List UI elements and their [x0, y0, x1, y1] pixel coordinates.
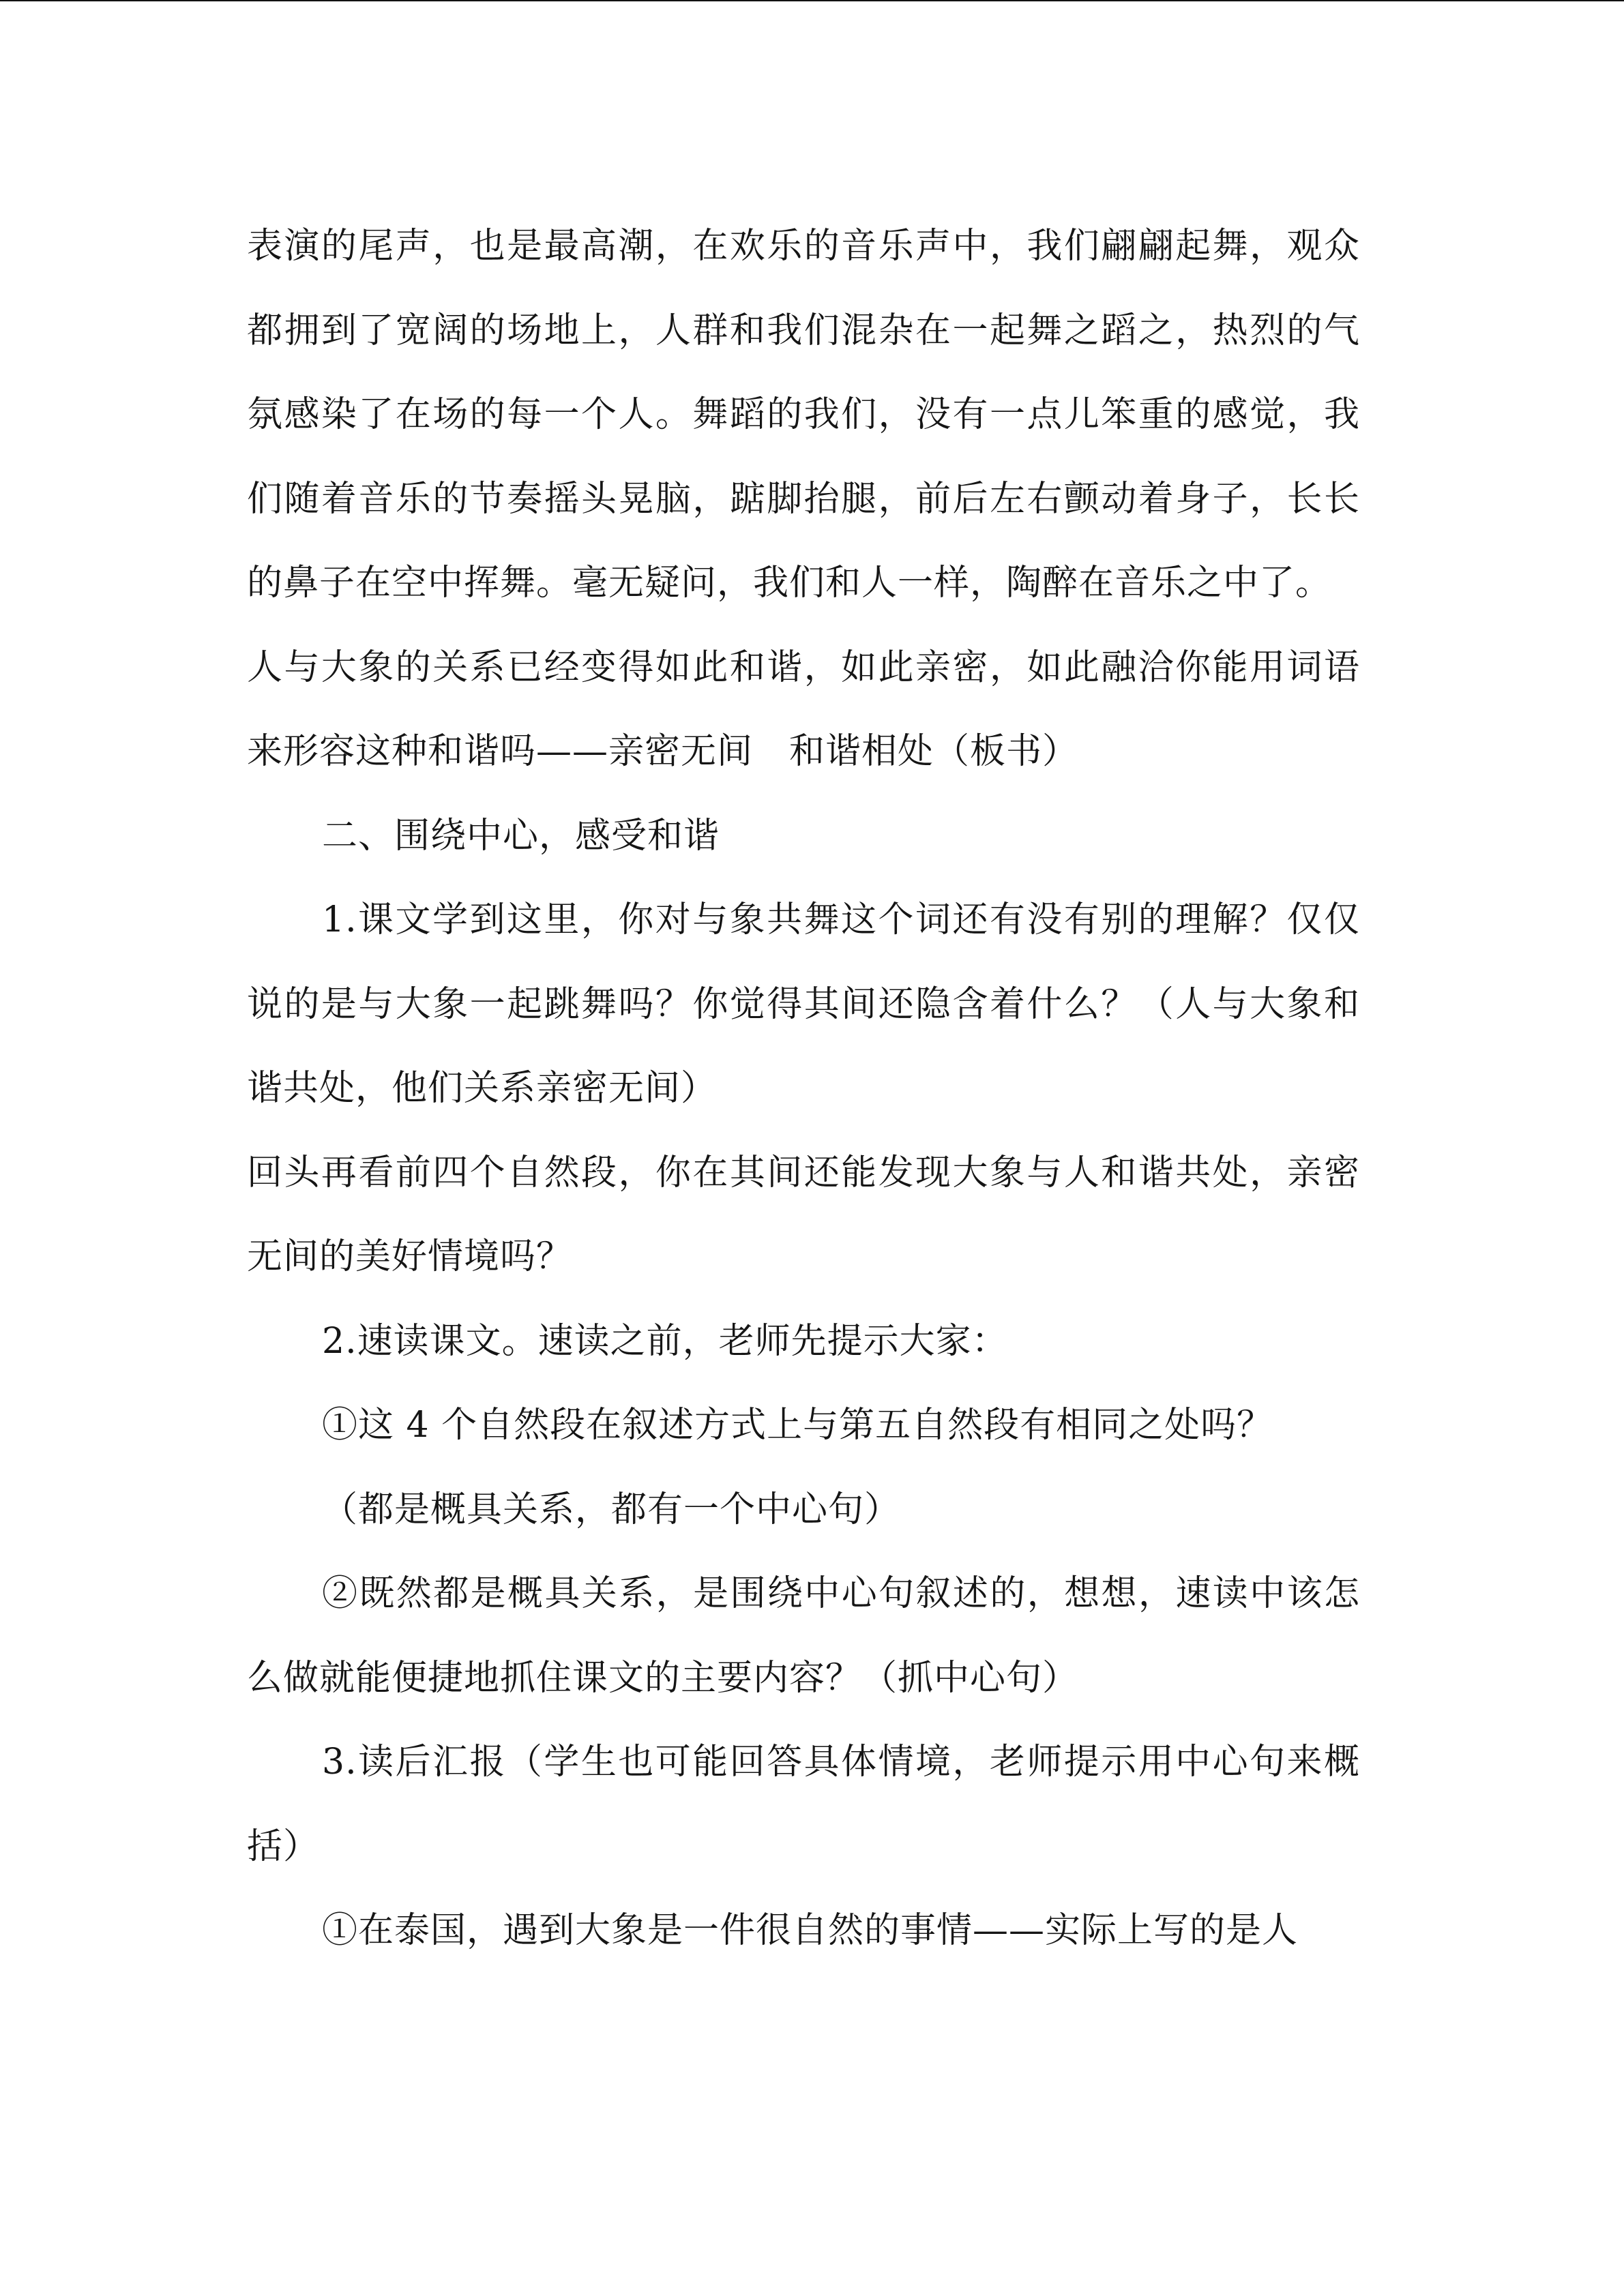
paragraph-item-3: 3.读后汇报（学生也可能回答具体情境，老师提示用中心句来概括） [247, 1742, 1360, 1867]
paragraph-review-prompt: 回头再看前四个自然段，你在其间还能发现大象与人和谐共处，亲密无间的美好情境吗？ [247, 1152, 1360, 1277]
paragraph-item-2: 2.速读课文。速读之前，老师先提示大家： [322, 1320, 1008, 1362]
section-heading-harmony: 二、围绕中心，感受和谐 [322, 815, 720, 856]
paragraph-subitem-1-answer: （都是概具关系，都有一个中心句） [322, 1489, 901, 1530]
page-top-border [0, 0, 1624, 1]
paragraph-subitem-1: ①这 4 个自然段在叙述方式上与第五自然段有相同之处吗？ [322, 1405, 1273, 1446]
paragraph-subitem-2: ②既然都是概具关系，是围绕中心句叙述的，想想，速读中该怎么做就能便捷地抓住课文的主要内容？（抓中心句） [247, 1573, 1360, 1699]
paragraph-item-1: 1.课文学到这里，你对与象共舞这个词还有没有别的理解？仅仅说的是与大象一起跳舞吗？你觉得其间还隐含着什么？（人与大象和谐共处，他们关系亲密无间） [247, 899, 1360, 1109]
document-body [247, 205, 1360, 1973]
paragraph-performance-finale: 表演的尾声，也是最高潮，在欢乐的音乐声中，我们翩翩起舞，观众都拥到了宽阔的场地上，人群和我们混杂在一起舞之蹈之，热烈的气氛感染了在场的每一个人。舞蹈的我们，没有一点儿笨重的感觉，我们随着音乐的节奏摇头晃脑，踮脚抬腿，前后左右颤动着身子，长长的鼻子在空中挥舞。毫无疑问，我们和人一样，陶醉在音乐之中了。 [247, 226, 1360, 603]
paragraph-harmony-question: 人与大象的关系已经变得如此和谐，如此亲密，如此融洽你能用词语来形容这种和谐吗——亲密无间 和谐相处（板书） [247, 646, 1360, 772]
paragraph-report-1: ①在泰国，遇到大象是一件很自然的事情——实际上写的是人 [322, 1910, 1299, 1951]
